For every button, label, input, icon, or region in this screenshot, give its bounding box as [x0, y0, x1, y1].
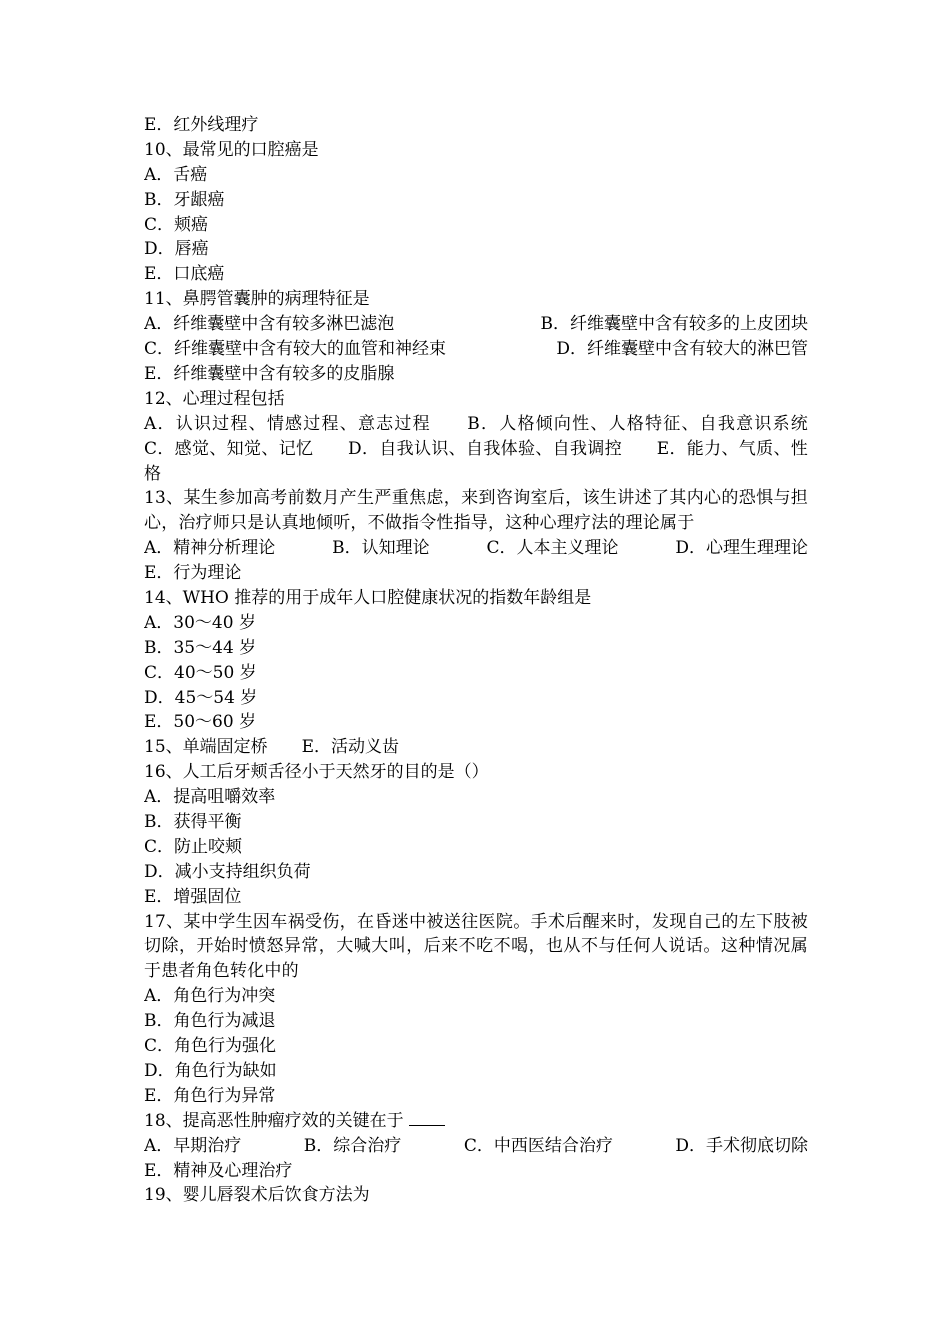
option-line: D．45～54 岁 [144, 687, 258, 708]
question-14: 14、WHO 推荐的用于成年人口腔健康状况的指数年龄组是 [144, 588, 592, 608]
option-line: E．口底癌 [144, 264, 225, 285]
option-line: C．颊癌 [144, 214, 209, 235]
option-line: A．舌癌 [144, 164, 208, 185]
option-line: E．活动义齿 [301, 737, 400, 758]
option-line: C．角色行为强化 [144, 1036, 277, 1057]
options-paragraph: A．认识过程、情感过程、意志过程 B．人格倾向性、人格特征、自我意识系统 C．感觉、知觉、记忆 D．自我认识、自我体验、自我调控 E．能力、气质、性格 [144, 413, 843, 484]
option-line: A．精神分析理论 [144, 538, 276, 559]
option-line: B．获得平衡 [144, 812, 242, 833]
option-line: E．增强固位 [144, 886, 242, 907]
question-18-text: 18、提高恶性肿瘤疗效的关键在于 [144, 1110, 404, 1131]
option-line: E．50～60 岁 [144, 712, 257, 733]
option-line: B．牙龈癌 [144, 189, 225, 210]
options-row [144, 536, 808, 561]
option-line: A．提高咀嚼效率 [144, 787, 276, 808]
option-line: A．30～40 岁 [144, 612, 256, 633]
option-line: B．纤维囊壁中含有较多的上皮团块 [540, 314, 808, 335]
option-line: D．手术彻底切除 [675, 1135, 808, 1156]
option-line: D．角色行为缺如 [144, 1060, 277, 1081]
option-line: D．纤维囊壁中含有较大的淋巴管 [556, 339, 808, 360]
option-line: E．精神及心理治疗 [144, 1160, 293, 1181]
question-15-text: 15、单端固定桥 [144, 737, 268, 758]
question-18 [144, 1109, 808, 1134]
option-line: E．纤维囊壁中含有较多的皮脂腺 [144, 363, 395, 384]
option-line: C．人本主义理论 [486, 538, 619, 559]
option-line: C．40～50 岁 [144, 662, 257, 683]
option-line: C．纤维囊壁中含有较大的血管和神经束 [144, 339, 447, 360]
option-line: C．防止咬颊 [144, 836, 243, 857]
option-line: E．红外线理疗 [144, 115, 259, 135]
answer-blank [409, 1109, 445, 1126]
option-line: B．角色行为减退 [144, 1011, 276, 1032]
options-row [144, 337, 808, 362]
option-line: E．行为理论 [144, 563, 242, 584]
option-line: A．纤维囊壁中含有较多淋巴滤泡 [144, 314, 395, 335]
option-line: A．角色行为冲突 [144, 986, 276, 1007]
question-11: 11、鼻腭管囊肿的病理特征是 [144, 289, 370, 310]
options-row [144, 312, 808, 337]
question-16: 16、人工后牙颊舌径小于天然牙的目的是（） [144, 762, 489, 783]
question-17: 17、某中学生因车祸受伤，在昏迷中被送往医院。手术后醒来时，发现自己的左下肢被切除，开始时愤怒异常，大喊大叫，后来不吃不喝，也从不与任何人说话。这种情况属于患者角色转化中的 [144, 911, 808, 982]
question-10: 10、最常见的口腔癌是 [144, 139, 319, 160]
question-12: 12、心理过程包括 [144, 388, 285, 409]
option-line: E．角色行为异常 [144, 1085, 276, 1106]
option-line: B．认知理论 [332, 538, 430, 559]
options-row [144, 1134, 808, 1159]
question-19: 19、婴儿唇裂术后饮食方法为 [144, 1185, 370, 1206]
question-15 [144, 735, 808, 760]
option-line: B．35～44 岁 [144, 637, 257, 658]
document-body [144, 113, 843, 1208]
option-line: D．心理生理理论 [675, 538, 808, 559]
option-line: A．早期治疗 [144, 1135, 242, 1156]
option-line: B．综合治疗 [303, 1135, 402, 1156]
option-line: C．中西医结合治疗 [463, 1135, 613, 1156]
option-line: D．唇癌 [144, 239, 209, 260]
option-line: D．减小支持组织负荷 [144, 861, 311, 882]
question-13: 13、某生参加高考前数月产生严重焦虑，来到咨询室后，该生讲述了其内心的恐惧与担心，治疗师只是认真地倾听，不做指令性指导，这种心理疗法的理论属于 [144, 488, 808, 534]
